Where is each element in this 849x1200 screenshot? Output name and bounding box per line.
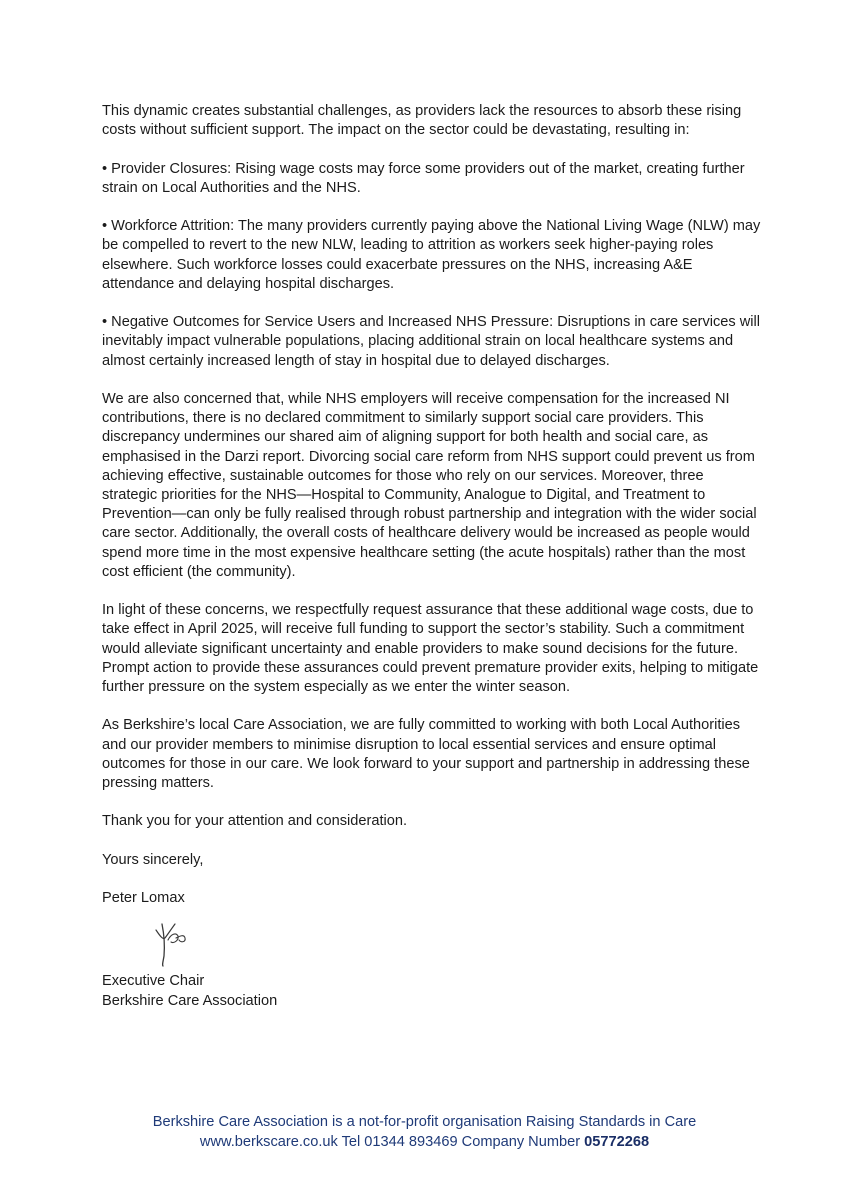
footer-company-number: 05772268 — [584, 1134, 650, 1150]
signatory-title: Executive Chair — [102, 973, 205, 990]
closing-salutation: Yours sincerely, — [102, 851, 204, 868]
paragraph-nhs-concern: We are also concerned that, while NHS employers will receive compensation for the increased NI contributions, there is no declared commitment to similarly support social care providers. This discrepancy undermines our shared aim of aligning support for both health and social care, as emphasised in the Darzi report. Divorcing social care reform from NHS support could prevent us from achieving effective, sustainable outcomes for those who rely on our services. Moreover, three strategic priorities for the NHS—Hospital to Community, Analogue to Digital, and Treatment to Prevention—can only be fully realised through robust partnership and integration with the wider social care sector. Additionally, the overall costs of healthcare delivery would be increased as people would spend more time in the most expensive healthcare setting (the acute hospitals) rather than the most cost efficient (the community). — [102, 390, 757, 580]
bullet-workforce-attrition: • Workforce Attrition: The many providers currently paying above the National Living Wage (NLW) may be compelled to revert to the new NLW, leading to attrition as workers seek higher-paying roles elsewhere. Such workforce losses could exacerbate pressures on the NHS, increasing A&E attendance and delaying hospital discharges. — [102, 218, 761, 292]
footer-tagline: Berkshire Care Association is a not-for-profit organisation Raising Standards in Care — [152, 1114, 697, 1130]
bullet-negative-outcomes: • Negative Outcomes for Service Users and Increased NHS Pressure: Disruptions in care services will inevitably impact vulnerable populations, placing additional strain on local healthcare systems and almost certainly increased length of stay in hospital due to delayed discharges. — [102, 314, 761, 369]
footer-contact-line — [0, 1132, 849, 1152]
paragraph-thanks: Thank you for your attention and consideration. — [102, 813, 408, 830]
paragraph-commitment: As Berkshire’s local Care Association, we are fully committed to working with both Local Authorities and our provider members to minimise disruption to local essential services and ensure optimal outcomes for those in our care. We look forward to your support and partnership in addressing these pressing matters. — [102, 717, 750, 792]
handwritten-signature — [138, 910, 208, 972]
signatory-name: Peter Lomax — [102, 890, 185, 907]
letter-body — [102, 102, 762, 1011]
bullet-provider-closures: • Provider Closures: Rising wage costs may force some providers out of the market, creating further strain on Local Authorities and the NHS. — [102, 160, 745, 196]
paragraph-request-assurance: In light of these concerns, we respectfully request assurance that these additional wage costs, due to take effect in April 2025, will receive full funding to support the sector’s stability. Such a commitment would alleviate significant uncertainty and enable providers to make sound decisions for the future. Prompt action to provide these assurances could prevent premature provider exits, helping to mitigate further pressure on the system especially as we enter the winter season. — [102, 602, 759, 696]
footer-contact-details: www.berkscare.co.uk Tel 01344 893469 Company Number — [199, 1134, 585, 1150]
paragraph-challenges: This dynamic creates substantial challenges, as providers lack the resources to absorb these rising costs without sufficient support. The impact on the sector could be devastating, resulting in: — [102, 103, 742, 139]
page-footer — [0, 1112, 849, 1152]
signatory-organisation: Berkshire Care Association — [102, 992, 278, 1009]
